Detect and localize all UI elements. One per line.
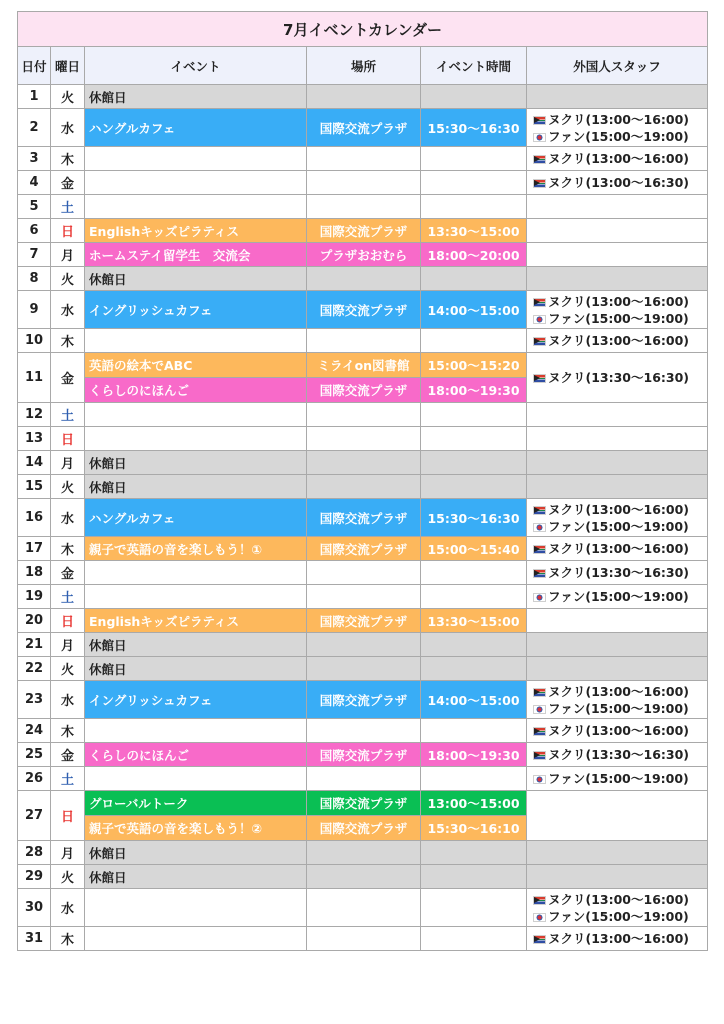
- weekday-cell: 火: [51, 267, 85, 291]
- date-cell: 5: [18, 195, 51, 219]
- weekday-cell: 月: [51, 633, 85, 657]
- staff-text: ヌクリ(13:00～16:30): [548, 175, 690, 190]
- calendar-table: [17, 11, 708, 951]
- weekday-cell: 火: [51, 85, 85, 109]
- event-cell: 親子で英語の音を楽しもう！①: [85, 537, 307, 561]
- event-cell: 休館日: [85, 85, 307, 109]
- staff-entry: [533, 310, 707, 327]
- event-cell: 休館日: [85, 267, 307, 291]
- staff-cell: [527, 267, 708, 291]
- time-cell: 14:00～15:00: [421, 291, 527, 329]
- staff-cell: [527, 403, 708, 427]
- staff-text: ファン(15:00～19:00): [548, 771, 689, 786]
- time-cell: 15:30～16:10: [421, 816, 527, 841]
- time-cell: 15:30～16:30: [421, 109, 527, 147]
- event-cell: [85, 585, 307, 609]
- place-cell: [307, 147, 421, 171]
- place-cell: 国際交流プラザ: [307, 791, 421, 816]
- south-africa-flag-icon: [533, 545, 546, 554]
- south-africa-flag-icon: [533, 688, 546, 697]
- weekday-cell: 金: [51, 171, 85, 195]
- time-cell: [421, 147, 527, 171]
- staff-cell: [527, 791, 708, 841]
- staff-entry: [533, 293, 707, 310]
- calendar-row: [18, 927, 708, 951]
- date-cell: 19: [18, 585, 51, 609]
- south-africa-flag-icon: [533, 155, 546, 164]
- calendar-row: [18, 537, 708, 561]
- calendar-row: [18, 243, 708, 267]
- staff-cell: [527, 719, 708, 743]
- date-cell: 28: [18, 841, 51, 865]
- south-africa-flag-icon: [533, 506, 546, 515]
- date-cell: 4: [18, 171, 51, 195]
- time-cell: [421, 85, 527, 109]
- weekday-cell: 土: [51, 195, 85, 219]
- staff-entry: [533, 930, 707, 947]
- staff-cell: [527, 927, 708, 951]
- staff-cell: [527, 743, 708, 767]
- staff-cell: [527, 219, 708, 243]
- header-foreign-staff: 外国人スタッフ: [527, 47, 708, 85]
- weekday-cell: 木: [51, 147, 85, 171]
- date-cell: 9: [18, 291, 51, 329]
- calendar-row: [18, 681, 708, 719]
- weekday-cell: 月: [51, 451, 85, 475]
- south-africa-flag-icon: [533, 298, 546, 307]
- staff-entry: [533, 111, 707, 128]
- staff-cell: [527, 85, 708, 109]
- south-africa-flag-icon: [533, 179, 546, 188]
- event-cell: 休館日: [85, 865, 307, 889]
- time-cell: 13:30～15:00: [421, 219, 527, 243]
- place-cell: [307, 561, 421, 585]
- weekday-cell: 金: [51, 743, 85, 767]
- time-cell: 13:30～15:00: [421, 609, 527, 633]
- time-cell: [421, 451, 527, 475]
- staff-cell: [527, 561, 708, 585]
- weekday-cell: 金: [51, 353, 85, 403]
- header-date: 日付: [18, 47, 51, 85]
- date-cell: 30: [18, 889, 51, 927]
- korea-flag-icon: [533, 593, 546, 602]
- staff-text: ヌクリ(13:00～16:00): [548, 891, 690, 907]
- calendar-row: [18, 171, 708, 195]
- weekday-cell: 水: [51, 499, 85, 537]
- staff-entry: [533, 770, 707, 787]
- place-cell: [307, 889, 421, 927]
- calendar-row: [18, 475, 708, 499]
- weekday-cell: 月: [51, 841, 85, 865]
- calendar-row: [18, 219, 708, 243]
- staff-cell: [527, 195, 708, 219]
- staff-cell: [527, 451, 708, 475]
- calendar-row: [18, 791, 708, 816]
- weekday-cell: 水: [51, 681, 85, 719]
- place-cell: [307, 427, 421, 451]
- staff-text: ヌクリ(13:00～16:00): [548, 501, 690, 517]
- date-cell: 17: [18, 537, 51, 561]
- event-cell: [85, 561, 307, 585]
- weekday-cell: 日: [51, 427, 85, 451]
- staff-cell: [527, 657, 708, 681]
- weekday-cell: 土: [51, 767, 85, 791]
- date-cell: 26: [18, 767, 51, 791]
- south-africa-flag-icon: [533, 569, 546, 578]
- calendar-row: [18, 633, 708, 657]
- event-cell: [85, 927, 307, 951]
- weekday-cell: 木: [51, 927, 85, 951]
- date-cell: 11: [18, 353, 51, 403]
- staff-entry: [533, 588, 707, 605]
- time-cell: [421, 927, 527, 951]
- place-cell: [307, 329, 421, 353]
- staff-text: ヌクリ(13:30～16:30): [548, 370, 690, 385]
- event-cell: [85, 171, 307, 195]
- event-cell: [85, 329, 307, 353]
- place-cell: 国際交流プラザ: [307, 681, 421, 719]
- date-cell: 13: [18, 427, 51, 451]
- staff-text: ファン(15:00～19:00): [548, 589, 689, 604]
- time-cell: 13:00～15:00: [421, 791, 527, 816]
- place-cell: [307, 585, 421, 609]
- place-cell: 国際交流プラザ: [307, 537, 421, 561]
- date-cell: 24: [18, 719, 51, 743]
- event-cell: 休館日: [85, 841, 307, 865]
- calendar-row: [18, 609, 708, 633]
- event-cell: 休館日: [85, 475, 307, 499]
- staff-cell: [527, 767, 708, 791]
- calendar-row: [18, 195, 708, 219]
- korea-flag-icon: [533, 913, 546, 922]
- event-cell: [85, 889, 307, 927]
- calendar-row: [18, 743, 708, 767]
- weekday-cell: 土: [51, 585, 85, 609]
- time-cell: 14:00～15:00: [421, 681, 527, 719]
- date-cell: 8: [18, 267, 51, 291]
- event-cell: Englishキッズピラティス: [85, 219, 307, 243]
- time-cell: [421, 195, 527, 219]
- staff-entry: [533, 128, 707, 145]
- date-cell: 21: [18, 633, 51, 657]
- staff-text: ファン(15:00～19:00): [548, 518, 689, 534]
- staff-cell: [527, 609, 708, 633]
- calendar-row: [18, 561, 708, 585]
- calendar-row: [18, 499, 708, 537]
- calendar-row: [18, 353, 708, 378]
- calendar-row: [18, 427, 708, 451]
- weekday-cell: 木: [51, 719, 85, 743]
- event-cell: くらしのにほんご: [85, 378, 307, 403]
- date-cell: 1: [18, 85, 51, 109]
- staff-cell: [527, 243, 708, 267]
- staff-cell: [527, 329, 708, 353]
- place-cell: [307, 927, 421, 951]
- weekday-cell: 火: [51, 475, 85, 499]
- weekday-cell: 水: [51, 109, 85, 147]
- date-cell: 3: [18, 147, 51, 171]
- event-cell: 親子で英語の音を楽しもう！②: [85, 816, 307, 841]
- place-cell: [307, 403, 421, 427]
- staff-text: ヌクリ(13:00～16:00): [548, 723, 690, 738]
- time-cell: 15:30～16:30: [421, 499, 527, 537]
- calendar-row: [18, 451, 708, 475]
- time-cell: [421, 171, 527, 195]
- staff-entry: [533, 700, 707, 717]
- korea-flag-icon: [533, 133, 546, 142]
- time-cell: [421, 427, 527, 451]
- staff-cell: [527, 841, 708, 865]
- staff-text: ファン(15:00～19:00): [548, 128, 689, 144]
- calendar-row: [18, 109, 708, 147]
- calendar-row: [18, 841, 708, 865]
- calendar-title: 7月イベントカレンダー: [18, 12, 708, 47]
- korea-flag-icon: [533, 705, 546, 714]
- staff-entry: [533, 722, 707, 739]
- place-cell: 国際交流プラザ: [307, 219, 421, 243]
- date-cell: 22: [18, 657, 51, 681]
- event-cell: [85, 767, 307, 791]
- staff-entry: [533, 174, 707, 191]
- event-cell: ハングルカフェ: [85, 499, 307, 537]
- south-africa-flag-icon: [533, 935, 546, 944]
- staff-cell: [527, 537, 708, 561]
- date-cell: 16: [18, 499, 51, 537]
- date-cell: 18: [18, 561, 51, 585]
- place-cell: [307, 85, 421, 109]
- header-event-time: イベント時間: [421, 47, 527, 85]
- date-cell: 29: [18, 865, 51, 889]
- staff-text: ヌクリ(13:00～16:00): [548, 931, 690, 946]
- place-cell: 国際交流プラザ: [307, 291, 421, 329]
- staff-cell: [527, 291, 708, 329]
- event-cell: 休館日: [85, 633, 307, 657]
- header-weekday: 曜日: [51, 47, 85, 85]
- date-cell: 10: [18, 329, 51, 353]
- date-cell: 2: [18, 109, 51, 147]
- time-cell: 15:00～15:20: [421, 353, 527, 378]
- calendar-row: [18, 657, 708, 681]
- time-cell: [421, 267, 527, 291]
- time-cell: [421, 585, 527, 609]
- weekday-cell: 木: [51, 329, 85, 353]
- calendar-body: [18, 85, 708, 951]
- weekday-cell: 月: [51, 243, 85, 267]
- calendar-row: [18, 267, 708, 291]
- place-cell: [307, 865, 421, 889]
- staff-text: ヌクリ(13:00～16:00): [548, 541, 690, 556]
- staff-cell: [527, 171, 708, 195]
- time-cell: [421, 329, 527, 353]
- korea-flag-icon: [533, 775, 546, 784]
- place-cell: [307, 451, 421, 475]
- calendar-row: [18, 403, 708, 427]
- south-africa-flag-icon: [533, 116, 546, 125]
- korea-flag-icon: [533, 523, 546, 532]
- place-cell: [307, 195, 421, 219]
- staff-cell: [527, 633, 708, 657]
- weekday-cell: 金: [51, 561, 85, 585]
- time-cell: 18:00～19:30: [421, 378, 527, 403]
- event-cell: イングリッシュカフェ: [85, 681, 307, 719]
- staff-cell: [527, 427, 708, 451]
- place-cell: 国際交流プラザ: [307, 816, 421, 841]
- header-row: [18, 47, 708, 85]
- time-cell: [421, 889, 527, 927]
- date-cell: 20: [18, 609, 51, 633]
- time-cell: [421, 633, 527, 657]
- weekday-cell: 日: [51, 219, 85, 243]
- staff-cell: [527, 109, 708, 147]
- event-cell: Englishキッズピラティス: [85, 609, 307, 633]
- south-africa-flag-icon: [533, 727, 546, 736]
- weekday-cell: 木: [51, 537, 85, 561]
- staff-text: ヌクリ(13:30～16:30): [548, 565, 690, 580]
- event-cell: [85, 147, 307, 171]
- staff-cell: [527, 147, 708, 171]
- event-cell: くらしのにほんご: [85, 743, 307, 767]
- staff-text: ヌクリ(13:00～16:00): [548, 683, 690, 699]
- date-cell: 12: [18, 403, 51, 427]
- weekday-cell: 水: [51, 291, 85, 329]
- korea-flag-icon: [533, 315, 546, 324]
- staff-text: ヌクリ(13:00～16:00): [548, 151, 690, 166]
- staff-cell: [527, 475, 708, 499]
- date-cell: 23: [18, 681, 51, 719]
- staff-entry: [533, 746, 707, 763]
- place-cell: [307, 267, 421, 291]
- staff-entry: [533, 540, 707, 557]
- calendar-row: [18, 767, 708, 791]
- staff-text: ヌクリ(13:00～16:00): [548, 111, 690, 127]
- staff-text: ヌクリ(13:00～16:00): [548, 293, 690, 309]
- place-cell: [307, 475, 421, 499]
- calendar-row: [18, 147, 708, 171]
- time-cell: [421, 841, 527, 865]
- staff-cell: [527, 499, 708, 537]
- staff-entry: [533, 564, 707, 581]
- calendar-row: [18, 291, 708, 329]
- staff-entry: [533, 369, 707, 386]
- header-event: イベント: [85, 47, 307, 85]
- south-africa-flag-icon: [533, 751, 546, 760]
- date-cell: 31: [18, 927, 51, 951]
- place-cell: 国際交流プラザ: [307, 109, 421, 147]
- south-africa-flag-icon: [533, 896, 546, 905]
- event-cell: 休館日: [85, 451, 307, 475]
- event-cell: グローバルトーク: [85, 791, 307, 816]
- date-cell: 27: [18, 791, 51, 841]
- staff-entry: [533, 891, 707, 908]
- time-cell: [421, 657, 527, 681]
- place-cell: [307, 719, 421, 743]
- place-cell: [307, 171, 421, 195]
- calendar-row: [18, 865, 708, 889]
- staff-cell: [527, 889, 708, 927]
- staff-entry: [533, 150, 707, 167]
- event-cell: [85, 427, 307, 451]
- event-cell: [85, 719, 307, 743]
- event-cell: [85, 195, 307, 219]
- event-cell: 休館日: [85, 657, 307, 681]
- weekday-cell: 日: [51, 609, 85, 633]
- date-cell: 25: [18, 743, 51, 767]
- staff-entry: [533, 501, 707, 518]
- date-cell: 6: [18, 219, 51, 243]
- time-cell: [421, 475, 527, 499]
- place-cell: 国際交流プラザ: [307, 378, 421, 403]
- time-cell: [421, 561, 527, 585]
- time-cell: 15:00～15:40: [421, 537, 527, 561]
- time-cell: [421, 767, 527, 791]
- event-cell: ホームステイ留学生 交流会: [85, 243, 307, 267]
- event-cell: 英語の絵本でABC: [85, 353, 307, 378]
- calendar-row: [18, 85, 708, 109]
- date-cell: 14: [18, 451, 51, 475]
- weekday-cell: 火: [51, 657, 85, 681]
- place-cell: 国際交流プラザ: [307, 499, 421, 537]
- calendar-row: [18, 329, 708, 353]
- date-cell: 7: [18, 243, 51, 267]
- weekday-cell: 火: [51, 865, 85, 889]
- header-place: 場所: [307, 47, 421, 85]
- staff-entry: [533, 908, 707, 925]
- calendar-row: [18, 889, 708, 927]
- south-africa-flag-icon: [533, 374, 546, 383]
- weekday-cell: 水: [51, 889, 85, 927]
- place-cell: [307, 657, 421, 681]
- place-cell: 国際交流プラザ: [307, 743, 421, 767]
- staff-text: ファン(15:00～19:00): [548, 908, 689, 924]
- place-cell: 国際交流プラザ: [307, 609, 421, 633]
- staff-cell: [527, 585, 708, 609]
- time-cell: [421, 719, 527, 743]
- event-cell: イングリッシュカフェ: [85, 291, 307, 329]
- place-cell: プラザおおむら: [307, 243, 421, 267]
- time-cell: [421, 865, 527, 889]
- staff-cell: [527, 681, 708, 719]
- time-cell: [421, 403, 527, 427]
- staff-text: ヌクリ(13:00～16:00): [548, 333, 690, 348]
- event-calendar: [17, 11, 707, 951]
- staff-text: ファン(15:00～19:00): [548, 700, 689, 716]
- weekday-cell: 日: [51, 791, 85, 841]
- staff-text: ヌクリ(13:30～16:30): [548, 747, 690, 762]
- place-cell: [307, 841, 421, 865]
- staff-cell: [527, 865, 708, 889]
- place-cell: ミライon図書館: [307, 353, 421, 378]
- time-cell: 18:00～19:30: [421, 743, 527, 767]
- event-cell: ハングルカフェ: [85, 109, 307, 147]
- staff-text: ファン(15:00～19:00): [548, 310, 689, 326]
- date-cell: 15: [18, 475, 51, 499]
- weekday-cell: 土: [51, 403, 85, 427]
- staff-cell: [527, 353, 708, 403]
- staff-entry: [533, 332, 707, 349]
- event-cell: [85, 403, 307, 427]
- calendar-row: [18, 719, 708, 743]
- place-cell: [307, 767, 421, 791]
- calendar-row: [18, 585, 708, 609]
- place-cell: [307, 633, 421, 657]
- south-africa-flag-icon: [533, 337, 546, 346]
- staff-entry: [533, 518, 707, 535]
- staff-entry: [533, 683, 707, 700]
- time-cell: 18:00～20:00: [421, 243, 527, 267]
